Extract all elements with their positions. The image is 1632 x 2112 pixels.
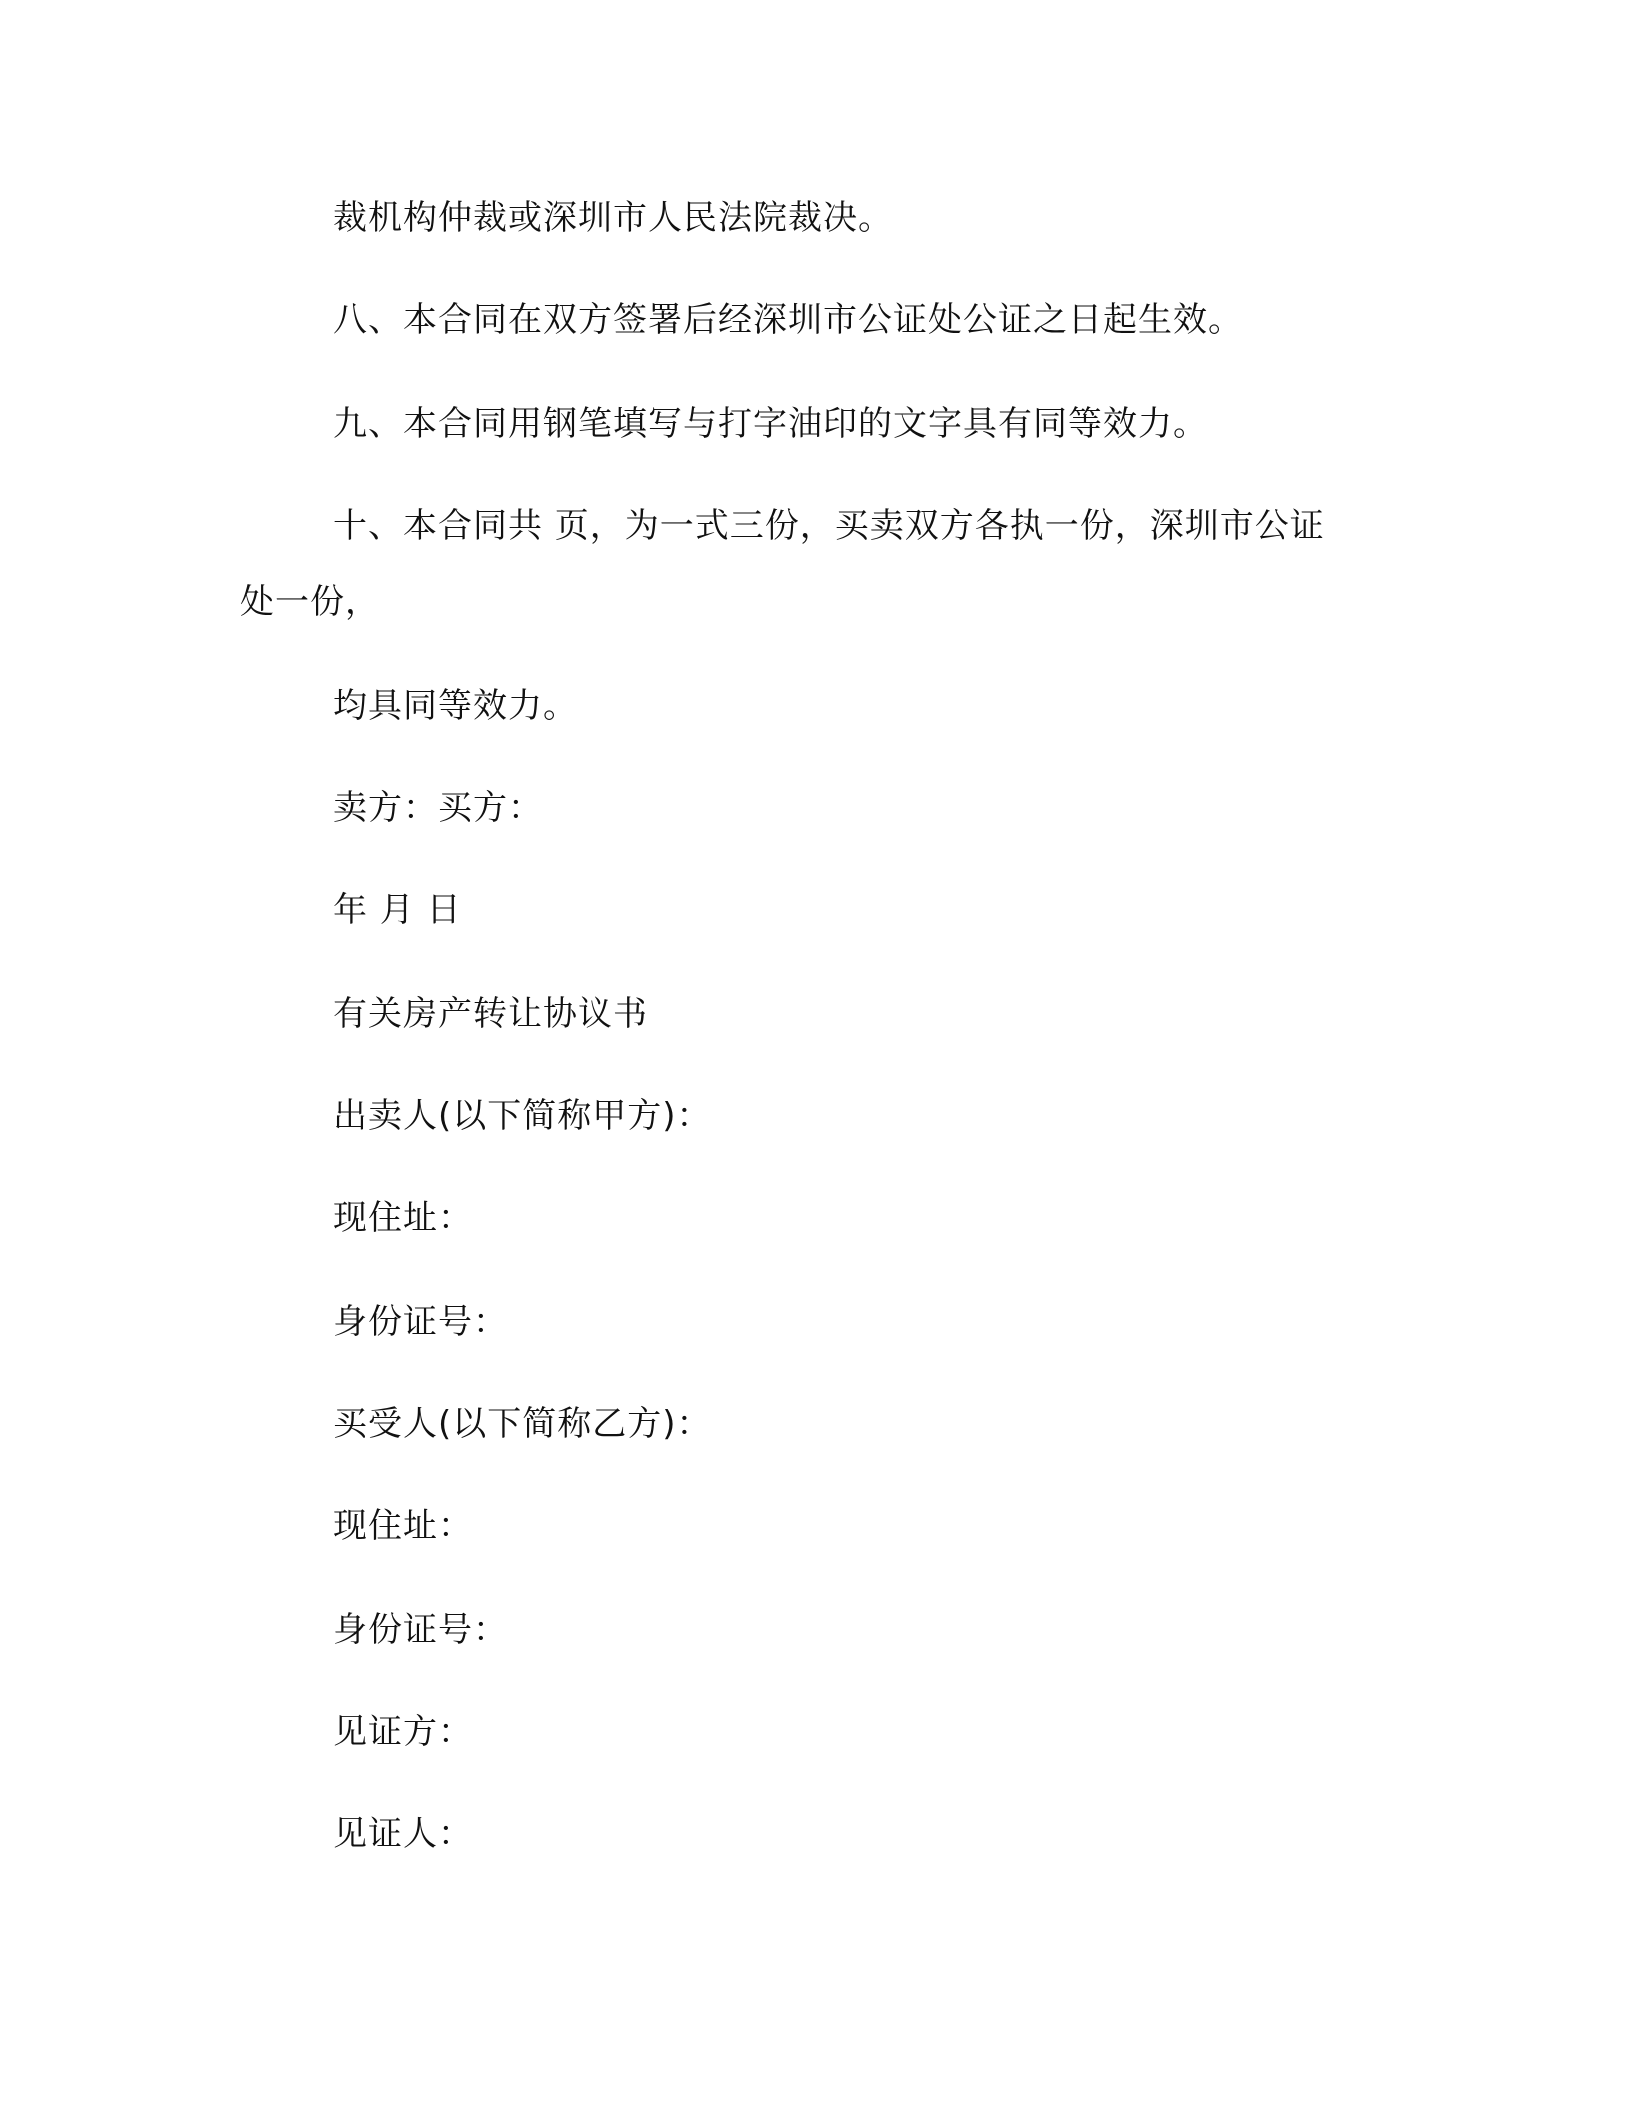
buyer-id-label: 身份证号：: [333, 1610, 508, 1650]
clause-10: 十、本合同共 页，为一式三份，买卖双方各执一份，深圳市公证: [333, 506, 1325, 546]
clause-10-end: 均具同等效力。: [333, 686, 578, 726]
seller-id-label: 身份证号：: [333, 1302, 508, 1342]
witness-party-label: 见证方：: [333, 1712, 473, 1752]
seller-label: 出卖人(以下简称甲方)：: [333, 1096, 712, 1136]
witness-person-label: 见证人：: [333, 1814, 473, 1854]
document-title: 有关房产转让协议书: [333, 994, 648, 1034]
signature-parties: 卖方：买方：: [333, 788, 543, 828]
buyer-label: 买受人(以下简称乙方)：: [333, 1404, 712, 1444]
clause-9: 九、本合同用钢笔填写与打字油印的文字具有同等效力。: [333, 404, 1208, 444]
seller-address-label: 现住址：: [333, 1198, 473, 1238]
date-line: 年 月 日: [333, 890, 462, 930]
buyer-address-label: 现住址：: [333, 1506, 473, 1546]
clause-7-continuation: 裁机构仲裁或深圳市人民法院裁决。: [333, 198, 893, 238]
clause-10-wrap: 处一份，: [240, 582, 380, 622]
clause-8: 八、本合同在双方签署后经深圳市公证处公证之日起生效。: [333, 300, 1243, 340]
